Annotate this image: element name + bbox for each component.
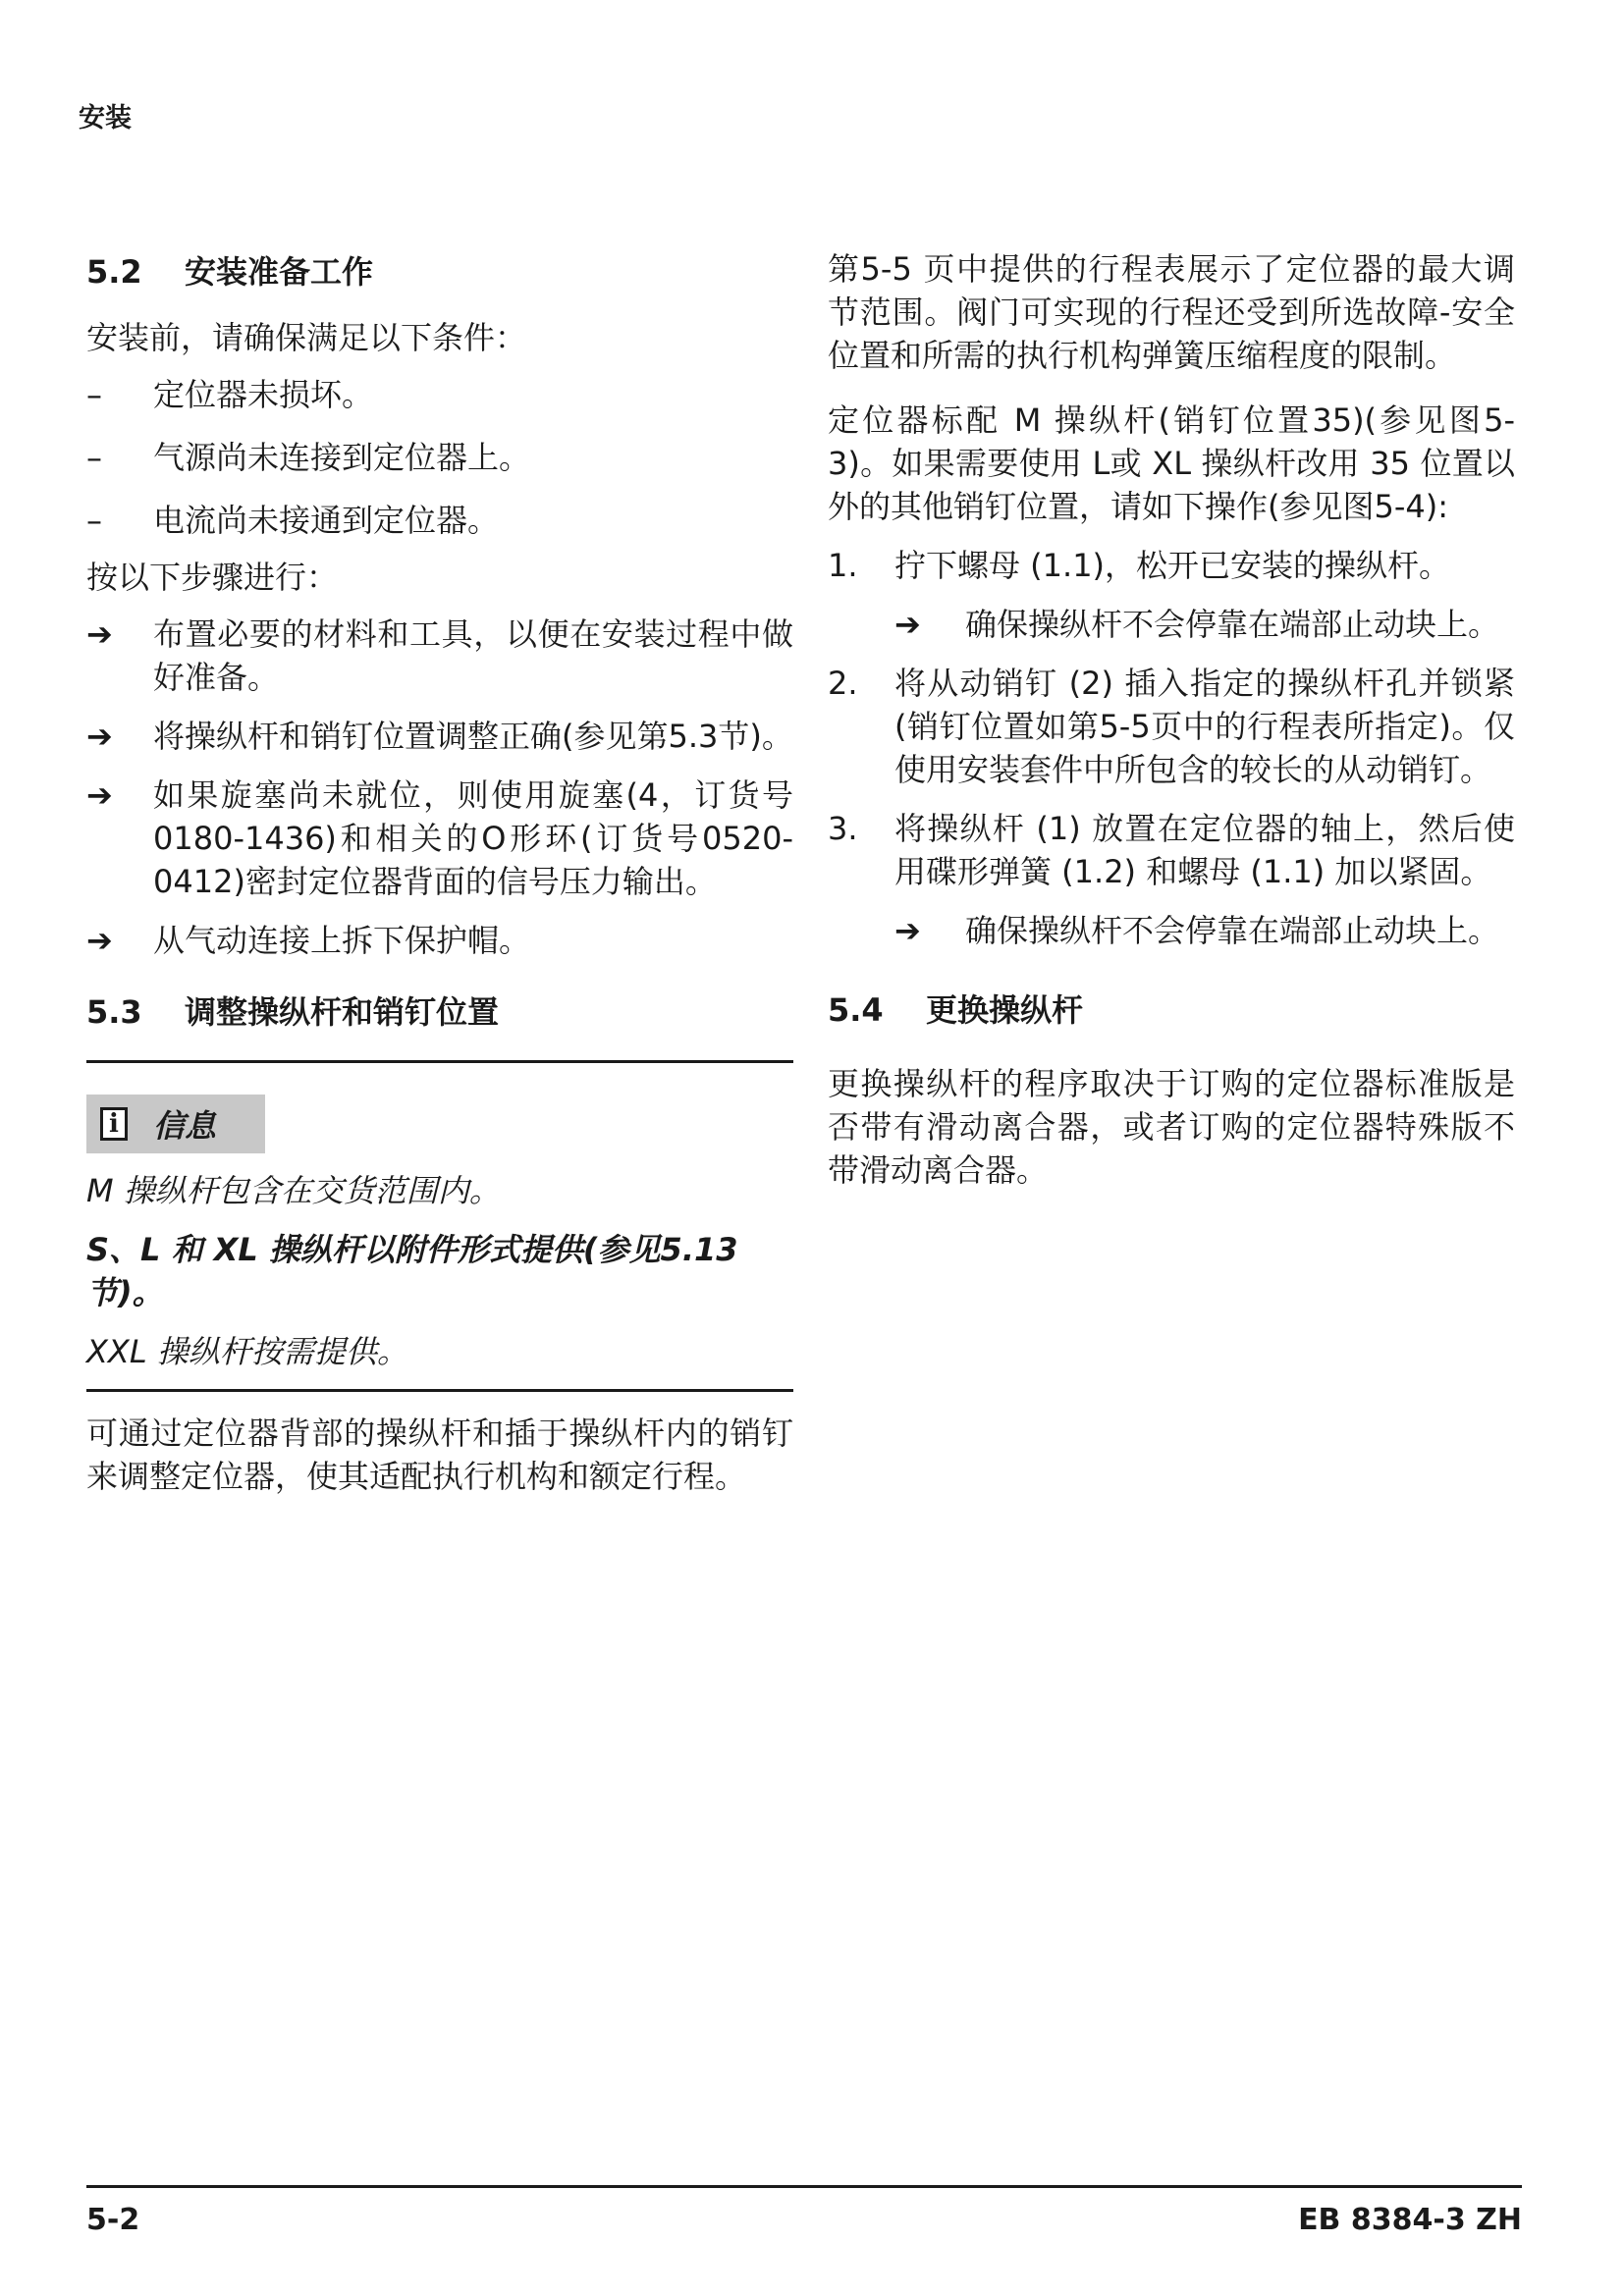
section-heading-5-3 [86, 988, 793, 1035]
list-item-text: 确保操纵杆不会停靠在端部止动块上。 [965, 912, 1500, 949]
document-id: EB 8384-3 ZH [1298, 2203, 1522, 2237]
section-title: 安装准备工作 [185, 253, 374, 291]
info-label: 信息 [153, 1107, 217, 1145]
conditions-list [86, 373, 793, 542]
list-item-text: 将从动销钉 (2) 插入指定的操纵杆孔并锁紧(销钉位置如第5-5页中的行程表所指定)。仅使用安装套件中所包含的较长的从动销钉。 [894, 665, 1515, 788]
arrow-icon: ➔ [86, 718, 113, 755]
list-item-text: 如果旋塞尚未就位，则使用旋塞(4，订货号0180-1436)和相关的O形环(订货号0520-0412)密封定位器背面的信号压力输出。 [153, 776, 793, 900]
step-number: 3. [828, 810, 858, 847]
arrow-icon: ➔ [86, 922, 113, 959]
info-box-bottom-rule [86, 1389, 793, 1392]
section-heading-5-4 [828, 986, 1515, 1033]
left-column [86, 247, 793, 1498]
list-item [86, 373, 793, 416]
page-number: 5-2 [86, 2203, 140, 2237]
dash-marker: – [86, 439, 102, 476]
list-item [86, 613, 793, 699]
dash-marker: – [86, 502, 102, 539]
steps-list [86, 613, 793, 962]
section-number: 5.3 [86, 993, 142, 1031]
list-item [828, 544, 1515, 587]
list-item [86, 436, 793, 479]
section-title: 调整操纵杆和销钉位置 [185, 993, 500, 1031]
list-item-text: 从气动连接上拆下保护帽。 [153, 922, 531, 959]
list-item-text: 将操纵杆和销钉位置调整正确(参见第5.3节)。 [153, 718, 793, 755]
list-item-text: 拧下螺母 (1.1)，松开已安装的操纵杆。 [894, 547, 1451, 584]
step-number: 2. [828, 665, 858, 702]
arrow-icon: ➔ [86, 615, 113, 653]
arrow-icon: ➔ [894, 912, 921, 949]
arrow-icon: ➔ [86, 776, 113, 814]
list-item [828, 807, 1515, 893]
list-item-text: 气源尚未连接到定位器上。 [153, 439, 531, 476]
steps-intro: 按以下步骤进行： [86, 559, 339, 596]
body-paragraph: 可通过定位器背部的操纵杆和插于操纵杆内的销钉来调整定位器，使其适配执行机构和额定行程。 [86, 1415, 793, 1495]
step-number: 1. [828, 547, 858, 584]
list-item-text: 确保操纵杆不会停靠在端部止动块上。 [965, 606, 1500, 643]
body-paragraph: 更换操纵杆的程序取决于订购的定位器标准版是否带有滑动离合器，或者订购的定位器特殊版不带滑动离合器。 [828, 1065, 1515, 1189]
section-title: 更换操纵杆 [926, 991, 1084, 1029]
info-box [86, 1063, 793, 1373]
info-badge [86, 1095, 265, 1153]
section-number: 5.4 [828, 991, 884, 1029]
info-icon: i [100, 1107, 128, 1141]
info-line: S、L 和 XL 操纵杆以附件形式提供(参见5.13节)。 [86, 1231, 738, 1311]
list-item-text: 将操纵杆 (1) 放置在定位器的轴上，然后使用碟形弹簧 (1.2) 和螺母 (1.1) 加以紧固。 [894, 810, 1515, 890]
list-item [86, 919, 793, 962]
intro-paragraph: 安装前，请确保满足以下条件： [86, 319, 527, 356]
body-paragraph: 第5-5 页中提供的行程表展示了定位器的最大调节范围。阀门可实现的行程还受到所选故障-安全位置和所需的执行机构弹簧压缩程度的限制。 [828, 250, 1515, 374]
arrow-icon: ➔ [894, 606, 921, 643]
running-header: 安装 [79, 103, 132, 133]
list-item [86, 499, 793, 542]
info-line: XXL 操纵杆按需提供。 [86, 1333, 408, 1370]
list-item [86, 774, 793, 903]
section-number: 5.2 [86, 253, 142, 291]
dash-marker: – [86, 376, 102, 413]
list-item [828, 662, 1515, 791]
list-item [86, 715, 793, 758]
info-line: M 操纵杆包含在交货范围内。 [86, 1172, 501, 1209]
list-item [828, 909, 1515, 952]
right-column [828, 247, 1515, 1192]
body-paragraph: 定位器标配 M 操纵杆(销钉位置35)(参见图5-3)。如果需要使用 L或 XL 操纵杆改用 35 位置以外的其他销钉位置，请如下操作(参见图5-4): [828, 401, 1515, 525]
list-item-text: 电流尚未接通到定位器。 [153, 502, 500, 539]
list-item-text: 定位器未损坏。 [153, 376, 374, 413]
procedure-list [828, 544, 1515, 952]
list-item-text: 布置必要的材料和工具，以便在安装过程中做好准备。 [153, 615, 793, 696]
footer-rule [86, 2185, 1522, 2188]
section-heading-5-2 [86, 247, 793, 294]
list-item [828, 603, 1515, 646]
